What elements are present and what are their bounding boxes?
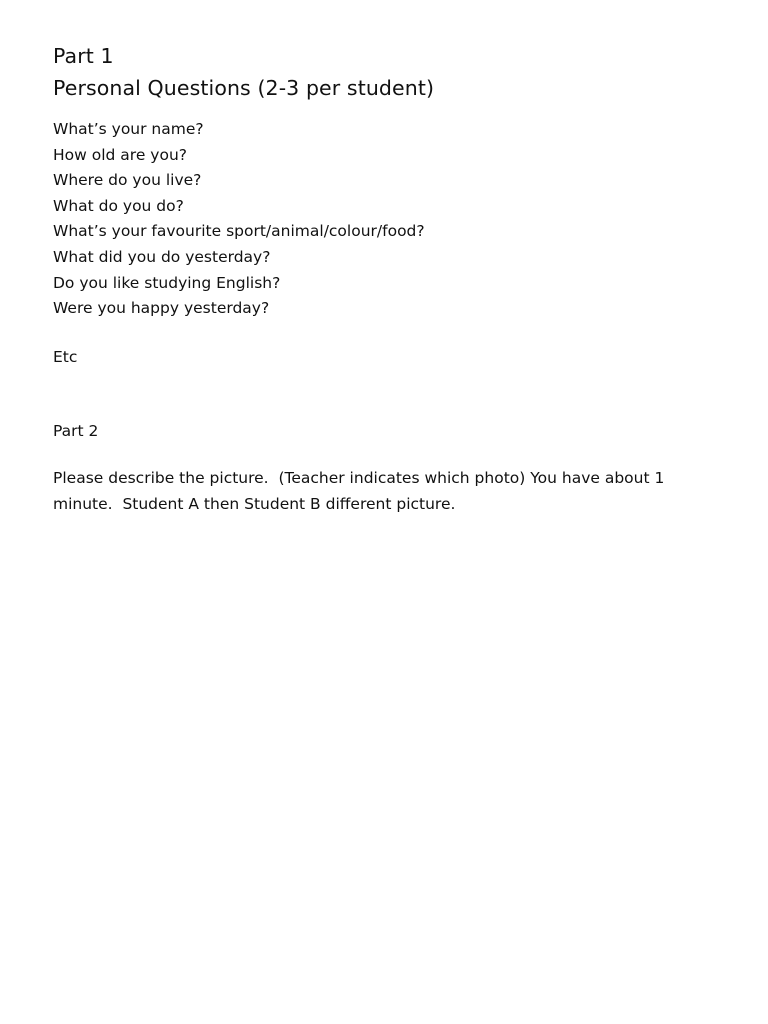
question-item: How old are you?	[53, 145, 187, 164]
part2-title: Part 2	[53, 421, 99, 440]
question-item: Where do you live?	[53, 171, 202, 190]
document-page	[53, 40, 733, 517]
question-list	[53, 117, 733, 322]
part2-instructions	[53, 465, 733, 517]
instructions-line: Please describe the picture. (Teacher indicates which photo) You have about 1	[53, 468, 665, 487]
question-item: What do you do?	[53, 196, 184, 215]
question-item: What’s your favourite sport/animal/colour/food?	[53, 222, 425, 241]
etc-text: Etc	[53, 347, 78, 366]
question-item: What’s your name?	[53, 120, 204, 138]
instructions-line: minute. Student A then Student B different picture.	[53, 494, 456, 513]
question-item: Do you like studying English?	[53, 273, 281, 292]
question-item: Were you happy yesterday?	[53, 299, 270, 318]
part1-subtitle: Personal Questions (2-3 per student)	[53, 76, 435, 100]
question-item: What did you do yesterday?	[53, 247, 271, 266]
part1-title: Part 1	[53, 44, 114, 68]
